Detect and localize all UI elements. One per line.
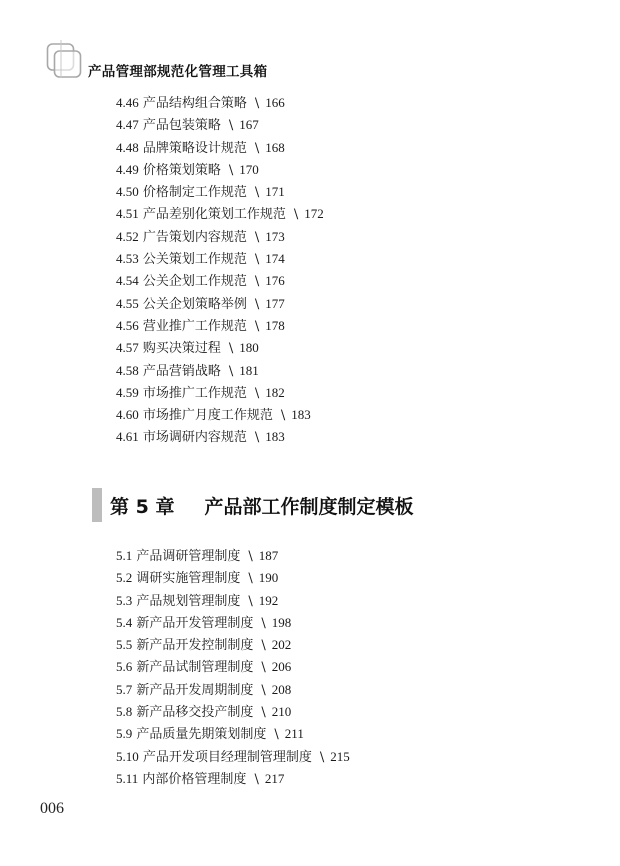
toc-item-page: 168 <box>265 139 285 155</box>
toc-item-title: 公关策划工作规范 <box>142 252 247 268</box>
toc-list-chapter5 <box>116 545 350 790</box>
toc-item-page: 192 <box>258 592 279 608</box>
toc-item-page: 171 <box>265 184 285 200</box>
toc-item-number: 5.10 <box>116 748 139 764</box>
toc-item <box>116 226 324 248</box>
toc-item-title: 新产品移交投产制度 <box>136 705 254 721</box>
toc-item-separator: \ <box>261 682 266 698</box>
toc-item <box>116 612 350 634</box>
toc-item-page: 170 <box>239 161 259 177</box>
toc-item-separator: \ <box>261 615 266 631</box>
toc-item <box>116 768 350 790</box>
toc-item <box>116 567 350 589</box>
toc-item-title: 新产品试制管理制度 <box>136 660 254 676</box>
toc-item-separator: \ <box>261 705 266 721</box>
toc-item-number: 5.8 <box>116 704 133 720</box>
toc-item <box>116 337 324 359</box>
toc-item-number: 4.50 <box>116 184 139 200</box>
toc-item-page: 187 <box>258 548 279 563</box>
toc-item <box>116 137 324 159</box>
toc-item <box>116 382 324 404</box>
toc-item-page: 215 <box>330 748 350 764</box>
toc-item <box>116 92 324 114</box>
toc-item-title: 新产品开发控制制度 <box>136 638 254 654</box>
overlapping-squares-logo-icon <box>46 38 82 80</box>
toc-item-page: 166 <box>265 95 285 110</box>
toc-item-number: 4.52 <box>116 228 139 244</box>
toc-item-title: 市场调研内容规范 <box>142 430 247 446</box>
toc-item-number: 5.6 <box>116 659 133 675</box>
toc-item-separator: \ <box>248 593 253 609</box>
toc-item <box>116 114 324 136</box>
toc-item-page: 182 <box>265 384 285 400</box>
book-title: 产品管理部规范化管理工具箱 <box>88 64 268 80</box>
toc-item-title: 产品结构组合策略 <box>142 96 247 111</box>
toc-item <box>116 203 324 225</box>
toc-item-separator: \ <box>261 660 266 676</box>
toc-item-page: 172 <box>304 206 324 222</box>
toc-item-separator: \ <box>228 341 234 357</box>
toc-item-title: 产品差别化策划工作规范 <box>142 207 286 223</box>
toc-item-number: 4.59 <box>116 384 139 400</box>
toc-item-page: 181 <box>239 362 259 378</box>
toc-item-number: 4.46 <box>116 95 139 110</box>
toc-item-title: 广告策划内容规范 <box>142 229 247 245</box>
toc-item-number: 4.53 <box>116 251 139 267</box>
toc-item-title: 产品营销战略 <box>142 363 221 379</box>
toc-item-number: 5.1 <box>116 548 133 563</box>
toc-item-page: 176 <box>265 273 285 289</box>
toc-item-page: 210 <box>271 704 292 720</box>
toc-item-separator: \ <box>228 118 234 134</box>
toc-item <box>116 181 324 203</box>
toc-item <box>116 634 350 656</box>
toc-item-separator: \ <box>228 363 234 379</box>
toc-item-page: 173 <box>265 228 285 244</box>
chapter-heading-bar <box>92 488 102 522</box>
toc-item-number: 4.47 <box>116 117 139 133</box>
toc-item <box>116 270 324 292</box>
toc-item-page: 206 <box>271 659 292 675</box>
toc-item <box>116 723 350 745</box>
toc-item-number: 4.57 <box>116 340 139 356</box>
toc-item-number: 4.60 <box>116 407 139 423</box>
toc-item <box>116 679 350 701</box>
toc-item-title: 购买决策过程 <box>142 341 221 357</box>
toc-item-title: 公关企划工作规范 <box>142 274 247 290</box>
toc-item-number: 5.2 <box>116 570 133 586</box>
toc-item <box>116 656 350 678</box>
toc-item-page: 174 <box>265 251 285 267</box>
toc-item-title: 营业推广工作规范 <box>142 318 247 334</box>
toc-item-separator: \ <box>254 385 260 401</box>
chapter-number: 第 5 章 <box>110 495 175 518</box>
toc-item-number: 5.3 <box>116 592 133 608</box>
toc-item-title: 市场推广工作规范 <box>142 385 247 401</box>
toc-item-separator: \ <box>274 727 279 743</box>
toc-item <box>116 426 324 448</box>
toc-item-separator: \ <box>248 549 253 564</box>
toc-item-title: 产品开发项目经理制管理制度 <box>142 749 312 765</box>
toc-item-title: 市场推广月度工作规范 <box>142 408 273 424</box>
toc-item-page: 211 <box>284 726 304 742</box>
toc-item-separator: \ <box>254 771 259 787</box>
toc-item-page: 180 <box>239 340 259 356</box>
toc-item-number: 5.4 <box>116 614 133 630</box>
toc-item-page: 178 <box>265 317 285 333</box>
toc-item <box>116 360 324 382</box>
toc-item-title: 产品质量先期策划制度 <box>136 727 267 743</box>
toc-item-number: 4.48 <box>116 139 139 155</box>
toc-item-page: 198 <box>271 614 292 630</box>
toc-item-title: 价格制定工作规范 <box>142 185 247 201</box>
toc-item-page: 202 <box>271 637 292 653</box>
toc-item-title: 新产品开发周期制度 <box>136 682 254 698</box>
toc-item <box>116 404 324 426</box>
toc-item-number: 4.51 <box>116 206 139 222</box>
toc-item-title: 产品包装策略 <box>142 118 221 134</box>
toc-item-page: 167 <box>239 117 259 133</box>
toc-item-separator: \ <box>254 252 260 268</box>
toc-item-separator: \ <box>248 571 253 587</box>
toc-item-separator: \ <box>280 408 286 424</box>
toc-item-title: 公关企划策略举例 <box>142 296 247 312</box>
toc-item-separator: \ <box>254 96 260 111</box>
toc-item-page: 217 <box>264 770 285 786</box>
toc-item-title: 产品调研管理制度 <box>136 549 241 564</box>
toc-item-separator: \ <box>228 162 234 178</box>
toc-item-page: 190 <box>258 570 279 586</box>
toc-item <box>116 746 350 768</box>
toc-item <box>116 293 324 315</box>
toc-item-page: 177 <box>265 295 285 311</box>
toc-item-number: 5.5 <box>116 637 133 653</box>
toc-item <box>116 248 324 270</box>
toc-item-separator: \ <box>261 638 266 654</box>
toc-item-separator: \ <box>254 318 260 334</box>
toc-item-page: 183 <box>291 407 311 423</box>
toc-item-number: 4.55 <box>116 295 139 311</box>
toc-item <box>116 159 324 181</box>
toc-item-title: 价格策划策略 <box>142 162 221 178</box>
toc-item-separator: \ <box>254 274 260 290</box>
toc-item <box>116 701 350 723</box>
toc-item-title: 内部价格管理制度 <box>142 771 247 787</box>
toc-item-title: 品牌策略设计规范 <box>142 140 247 156</box>
page-number: 006 <box>40 800 64 817</box>
toc-item-page: 183 <box>265 429 285 445</box>
toc-item <box>116 315 324 337</box>
toc-item-number: 4.61 <box>116 429 139 445</box>
toc-item-number: 4.56 <box>116 317 139 333</box>
toc-item-number: 5.9 <box>116 726 133 742</box>
toc-item-number: 4.54 <box>116 273 139 289</box>
toc-item-separator: \ <box>254 229 260 245</box>
toc-item-separator: \ <box>254 140 260 156</box>
toc-item-page: 208 <box>271 681 292 697</box>
toc-item-separator: \ <box>254 185 260 201</box>
toc-item-number: 5.7 <box>116 681 133 697</box>
toc-item-number: 4.58 <box>116 362 139 378</box>
toc-item-separator: \ <box>293 207 299 223</box>
toc-item-number: 5.11 <box>116 770 139 786</box>
toc-item-number: 4.49 <box>116 161 139 177</box>
chapter-heading <box>92 488 532 522</box>
toc-item-title: 产品规划管理制度 <box>136 593 241 609</box>
toc-item-separator: \ <box>254 296 260 312</box>
toc-item-separator: \ <box>319 749 325 765</box>
chapter-title: 产品部工作制度制定模板 <box>204 495 414 518</box>
toc-list-chapter4 <box>116 92 324 449</box>
toc-item-title: 调研实施管理制度 <box>136 571 241 587</box>
toc-item <box>116 545 350 567</box>
toc-item-title: 新产品开发管理制度 <box>136 615 254 631</box>
toc-item <box>116 590 350 612</box>
toc-item-separator: \ <box>254 430 260 446</box>
